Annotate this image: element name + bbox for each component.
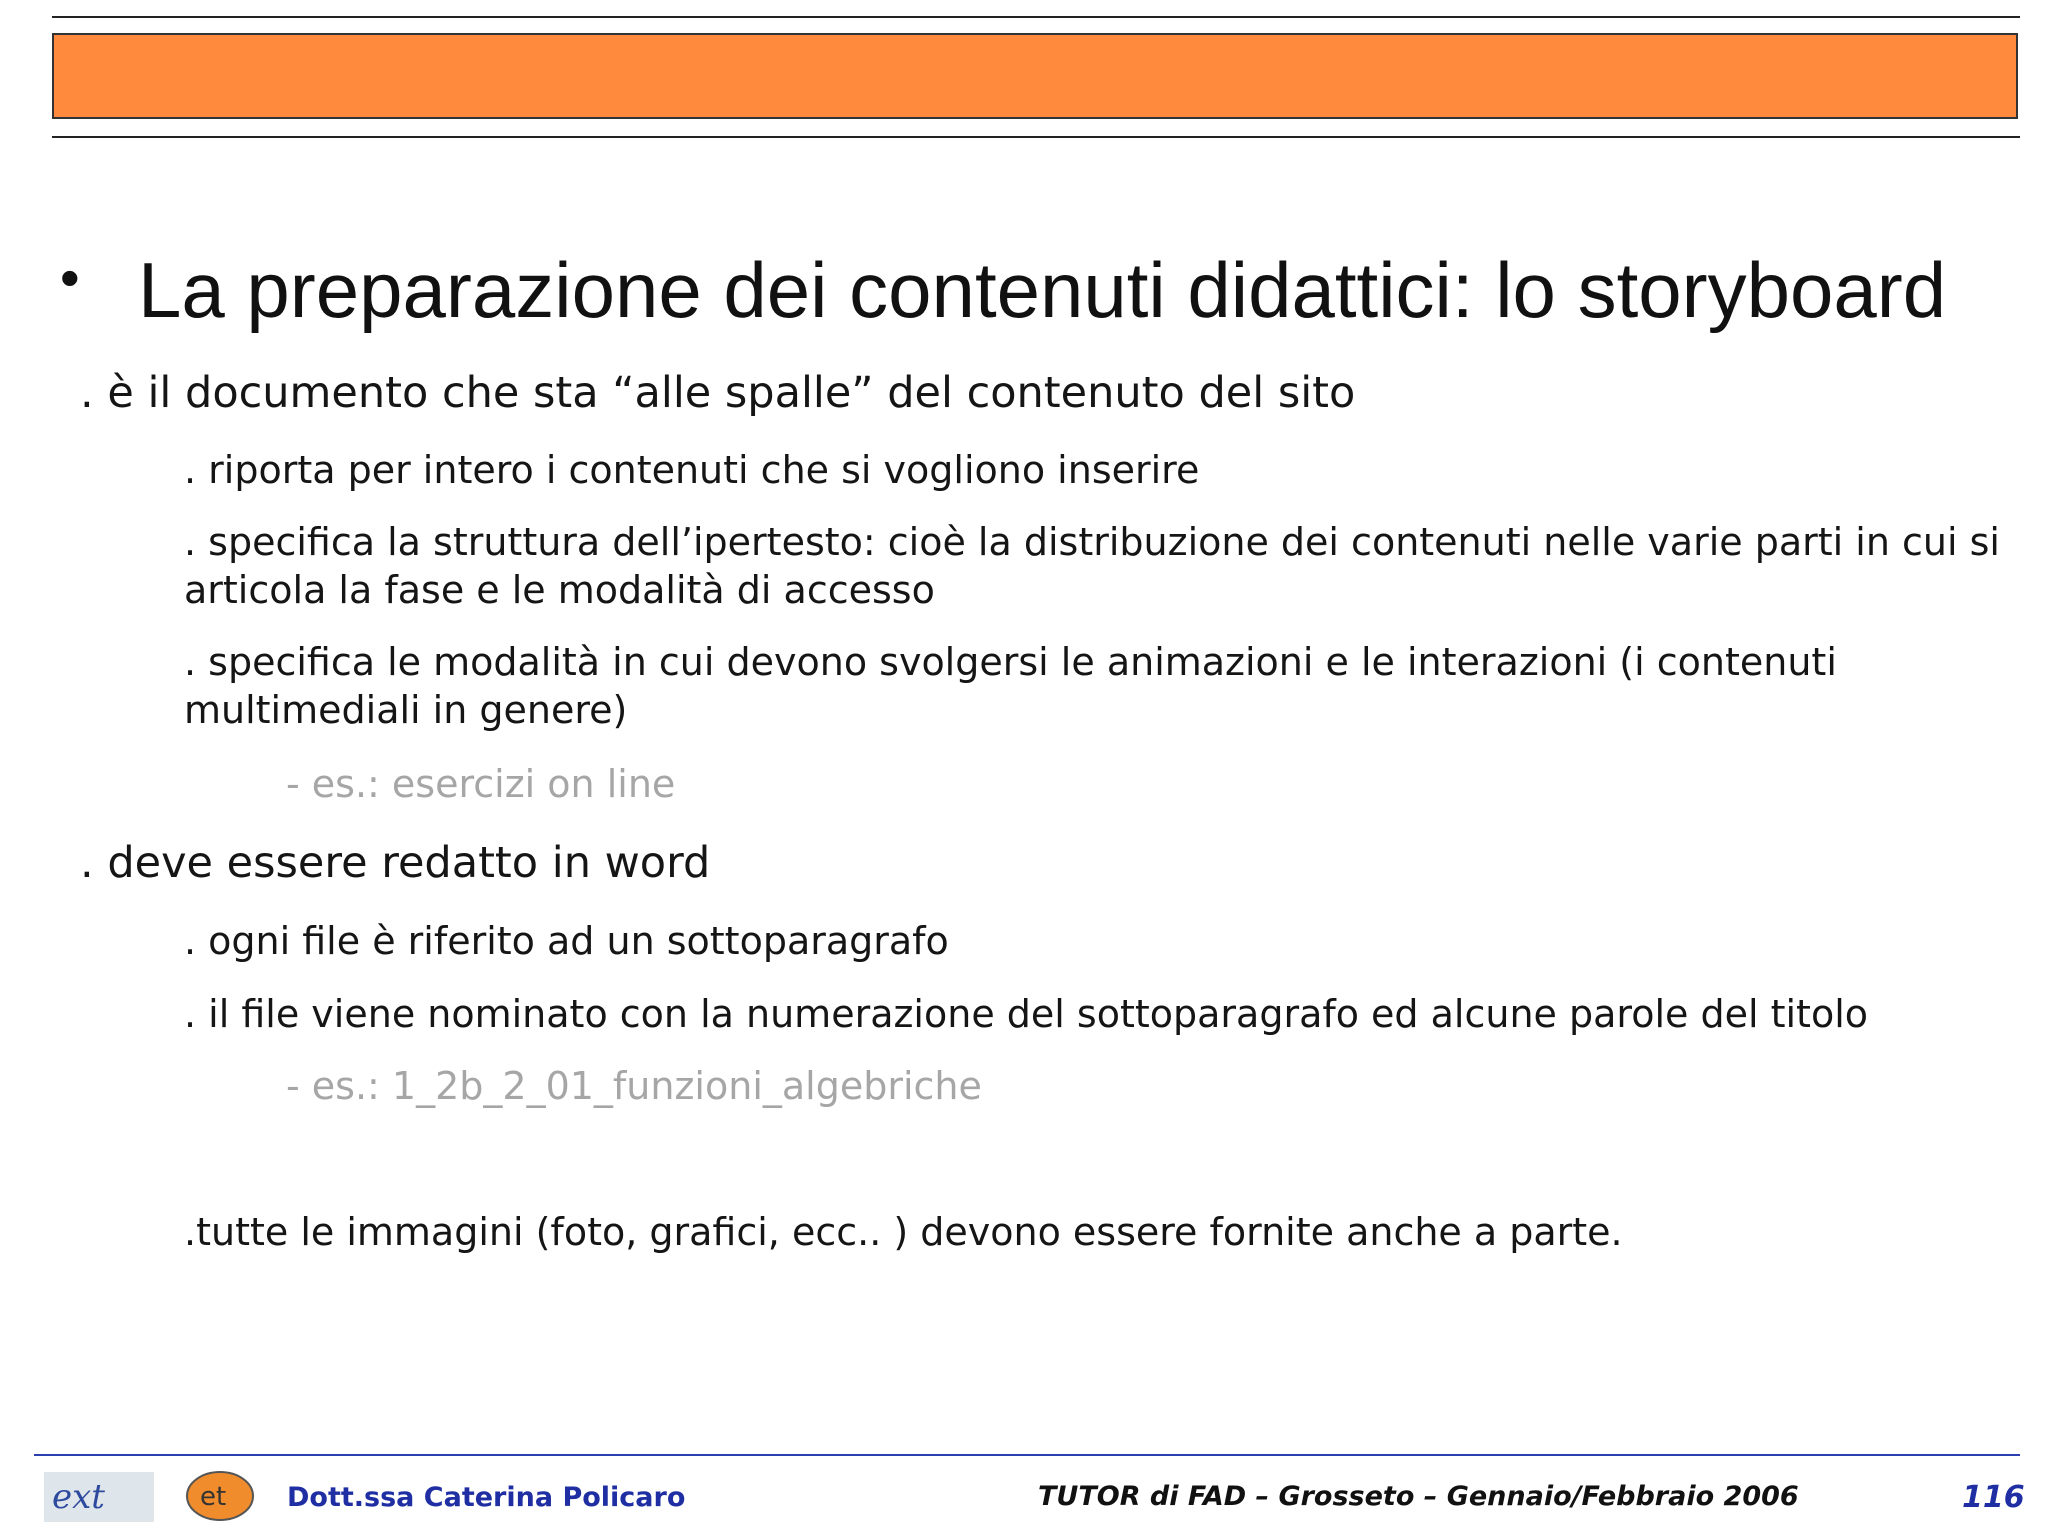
subpoint-hypertext-structure: . specifica la struttura dell’ipertesto: cioè la distribuzione dei contenuti nelle varie parti in cui si articola la fase e le modalità di accesso bbox=[184, 520, 2000, 612]
header-bottom-rule bbox=[52, 136, 2020, 138]
et-logo bbox=[186, 1470, 258, 1522]
ext-logo bbox=[44, 1472, 154, 1522]
point-images-separately: .tutte le immagini (foto, grafici, ecc.. ) devono essere fornite anche a parte. bbox=[184, 1210, 1623, 1254]
example-file-name: - es.: 1_2b_2_01_funzioni_algebriche bbox=[286, 1064, 982, 1108]
page-number: 116 bbox=[1962, 1480, 2025, 1515]
subpoint-reports-contents: . riporta per intero i contenuti che si vogliono inserire bbox=[184, 448, 1200, 492]
example-online-exercises: - es.: esercizi on line bbox=[286, 762, 676, 806]
header-top-rule bbox=[52, 16, 2020, 18]
title-bullet: • bbox=[60, 246, 80, 309]
footer-course-info: TUTOR di FAD – Grosseto – Gennaio/Febbraio 2006 bbox=[1038, 1481, 1799, 1512]
point-written-in-word: . deve essere redatto in word bbox=[80, 838, 711, 888]
subpoint-file-per-subparagraph: . ogni file è riferito ad un sottoparagrafo bbox=[184, 919, 949, 963]
slide-title: La preparazione dei contenuti didattici: lo storyboard bbox=[138, 246, 1947, 334]
subpoint-file-naming: . il file viene nominato con la numerazione del sottoparagrafo ed alcune parole del titolo bbox=[184, 992, 1869, 1036]
header-orange-bar bbox=[52, 33, 2018, 119]
point-document-behind-site: . è il documento che sta “alle spalle” del contenuto del sito bbox=[80, 368, 1356, 418]
footer-rule bbox=[34, 1454, 2020, 1456]
footer-author: Dott.ssa Caterina Policaro bbox=[287, 1482, 686, 1513]
ext-logo-text: ext bbox=[52, 1477, 105, 1517]
et-logo-text: et bbox=[200, 1482, 227, 1512]
subpoint-animations-interactions: . specifica le modalità in cui devono svolgersi le animazioni e le interazioni (i contenuti multimediali in genere) bbox=[184, 640, 1837, 732]
